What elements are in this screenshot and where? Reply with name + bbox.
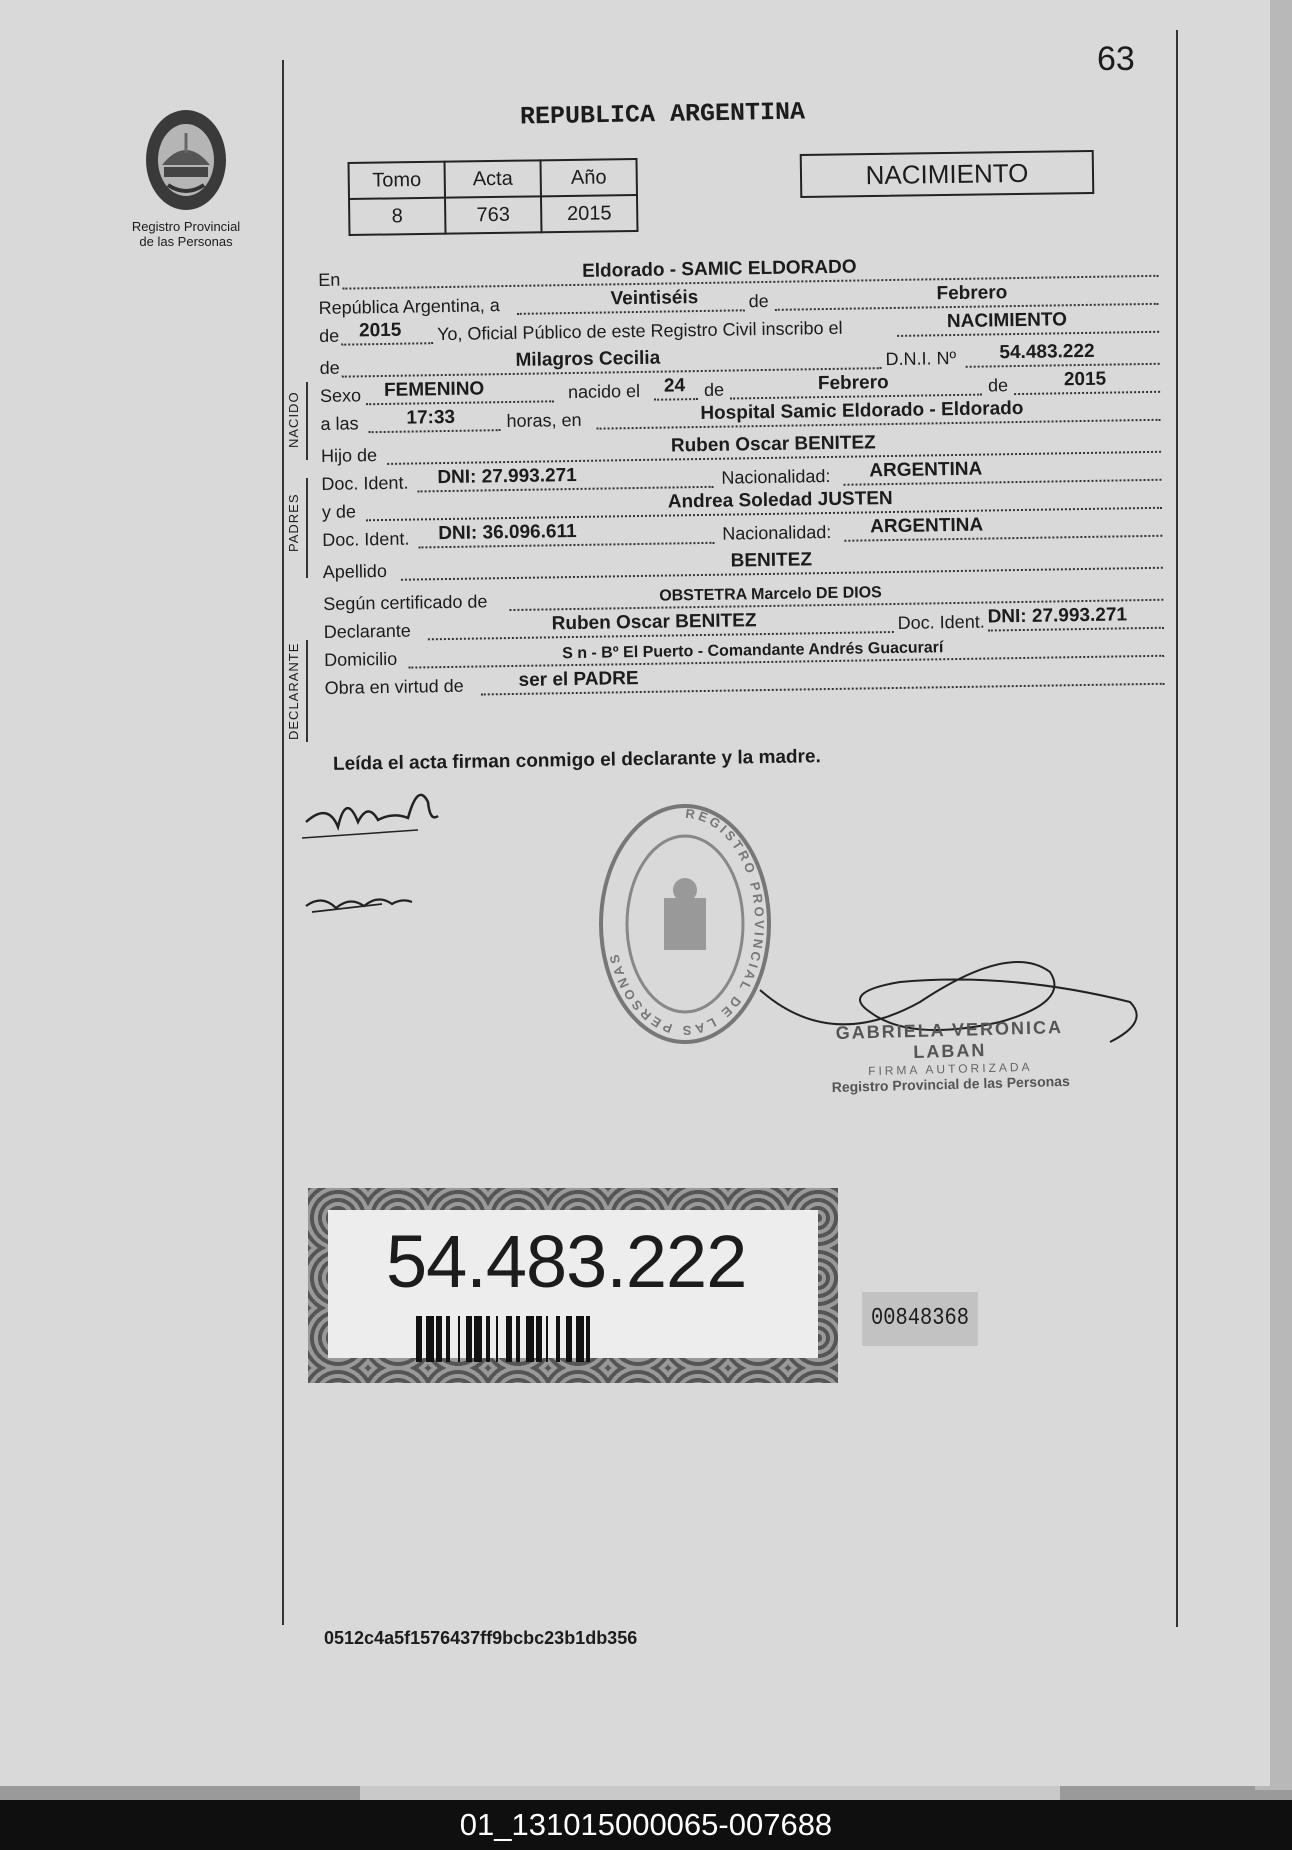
section-label-parents: PADRES: [286, 493, 301, 552]
certificate-form: [318, 252, 1155, 701]
value-day-words: Veintiséis: [610, 287, 699, 310]
header-tomo: Tomo: [349, 162, 445, 199]
value-mother-name: Andrea Soledad JUSTEN: [667, 488, 893, 513]
official-seal-icon: [596, 802, 774, 1046]
label-born: nacido el: [567, 380, 641, 403]
value-mother-doc: DNI: 36.096.611: [438, 520, 577, 545]
official-name: GABRIELA VERONICA LABAN: [835, 1017, 1064, 1062]
barcode-bar: [466, 1316, 472, 1362]
label-en: En: [318, 269, 341, 290]
value-sex: FEMENINO: [383, 378, 485, 401]
label-sex: Sexo: [319, 385, 362, 406]
value-birth-place: Hospital Samic Eldorado - Eldorado: [700, 397, 1024, 425]
country-title: REPUBLICA ARGENTINA: [519, 97, 806, 132]
label-address: Domicilio: [324, 648, 398, 670]
value-declarant: Ruben Oscar BENITEZ: [551, 610, 757, 635]
barcode-bar: [486, 1316, 490, 1362]
sticker-label: [328, 1210, 818, 1358]
bracket-parents: [306, 478, 308, 578]
value-event: NACIMIENTO: [946, 309, 1068, 333]
value-surname: BENITEZ: [730, 549, 813, 572]
label-declarant: Declarante: [323, 620, 411, 642]
barcode-bar: [446, 1316, 450, 1362]
label-nationality: Nacionalidad:: [721, 465, 831, 488]
page-number: 63: [1097, 40, 1135, 78]
value-father-nationality: ARGENTINA: [869, 458, 983, 482]
sticker-id-number: 54.483.222: [386, 1220, 747, 1303]
seal-ring-text: REGISTRO PROVINCIAL DE LAS PERSONAS: [605, 805, 768, 1039]
record-table: [347, 158, 638, 236]
file-id-bar: 01_131015000065-007688: [0, 1800, 1292, 1850]
misiones-emblem-icon: [138, 105, 234, 215]
header-acta: Acta: [445, 160, 541, 197]
declarant-signature: [298, 772, 448, 852]
logo-caption-line1: Registro Provincial: [131, 219, 241, 234]
label-time: a las: [320, 413, 359, 434]
margin-line-right: [1176, 30, 1178, 1627]
dotted-line: [654, 398, 698, 401]
label-and: y de: [321, 501, 357, 522]
value-year: 2015: [358, 319, 402, 342]
bracket-born: [306, 382, 308, 460]
official-role: FIRMA AUTORIZADA: [867, 1059, 1033, 1079]
value-father-doc: DNI: 27.993.271: [437, 464, 577, 489]
barcode-bar: [586, 1316, 590, 1362]
control-number-label: 00848368: [862, 1292, 978, 1346]
label-certificate: Según certificado de: [323, 591, 488, 614]
official-stamp-text: [799, 1016, 1101, 1096]
barcode-bar: [458, 1316, 460, 1362]
value-child-name: Milagros Cecilia: [515, 347, 661, 371]
value-birth-day: 24: [663, 375, 686, 397]
barcode-bar: [506, 1316, 512, 1362]
value-father-name: Ruben Oscar BENITEZ: [670, 432, 876, 457]
dotted-line: [341, 342, 433, 345]
header-ano: Año: [540, 159, 636, 196]
barcode-bar: [416, 1316, 422, 1362]
barcode-icon: [416, 1316, 736, 1362]
barcode-bar: [426, 1316, 434, 1362]
dotted-line: [1014, 391, 1160, 395]
mother-signature: [302, 884, 422, 924]
section-label-declarant: DECLARANTE: [286, 642, 301, 740]
value-acta: 763: [445, 196, 541, 233]
label-hours: horas, en: [506, 409, 582, 432]
label-son-of: Hijo de: [320, 445, 378, 466]
bracket-declarant: [306, 640, 308, 742]
closing-statement: Leída el acta firman conmigo el declarante y la madre.: [332, 746, 821, 775]
barcode-bar: [546, 1316, 548, 1362]
label-doc: Doc. Ident.: [322, 528, 410, 550]
barcode-bar: [436, 1316, 442, 1362]
dotted-line: [369, 429, 501, 433]
label-de: de: [748, 290, 769, 312]
label-acts-as: Obra en virtud de: [324, 675, 464, 698]
label-country: República Argentina, a: [318, 295, 500, 318]
official-organization: Registro Provincial de las Personas: [831, 1072, 1070, 1096]
margin-line-left: [282, 60, 284, 1625]
value-ano: 2015: [541, 195, 637, 232]
barcode-bar: [516, 1316, 520, 1362]
value-birth-month: Febrero: [817, 372, 889, 395]
value-certificate: OBSTETRA Marcelo DE DIOS: [659, 584, 882, 605]
barcode-bar: [526, 1316, 534, 1362]
barcode-bar: [536, 1316, 542, 1362]
value-month: Febrero: [936, 282, 1008, 305]
value-child-dni: 54.483.222: [999, 340, 1095, 364]
label-de: de: [987, 375, 1009, 396]
value-mother-nationality: ARGENTINA: [870, 514, 984, 538]
value-place: Eldorado - SAMIC ELDORADO: [581, 256, 857, 282]
barcode-bar: [576, 1316, 584, 1362]
label-doc: Doc. Ident.: [321, 472, 409, 494]
label-surname: Apellido: [322, 560, 388, 582]
label-de: de: [319, 357, 340, 378]
label-doc: Doc. Ident.: [897, 611, 985, 633]
barcode-bar: [496, 1316, 498, 1362]
province-logo: [126, 105, 246, 249]
section-label-born: NACIDO: [286, 391, 301, 448]
value-birth-time: 17:33: [406, 406, 456, 429]
value-tomo: 8: [349, 198, 445, 235]
value-declarant-doc: DNI: 27.993.271: [987, 604, 1128, 628]
id-number-sticker: [308, 1188, 838, 1383]
logo-caption-line2: de las Personas: [139, 234, 233, 249]
document-type-box: NACIMIENTO: [800, 150, 1095, 198]
registrar-statement: Yo, Oficial Público de este Registro Civil inscribo el: [436, 317, 843, 345]
value-address: S n - Bº El Puerto - Comandante Andrés Guacurarí: [562, 639, 944, 663]
label-dni: D.N.I. Nº: [885, 347, 957, 370]
value-birth-year: 2015: [1063, 368, 1107, 391]
dotted-line: [966, 363, 1160, 368]
barcode-bar: [566, 1316, 572, 1362]
barcode-bar: [474, 1316, 482, 1362]
barcode-bar: [556, 1316, 560, 1362]
document-hash: 0512c4a5f1576437ff9bcbc23b1db356: [324, 1628, 638, 1648]
label-de: de: [703, 379, 725, 400]
label-nationality: Nacionalidad:: [722, 521, 832, 544]
value-acts-as: ser el PADRE: [518, 668, 639, 691]
label-de: de: [318, 325, 340, 346]
